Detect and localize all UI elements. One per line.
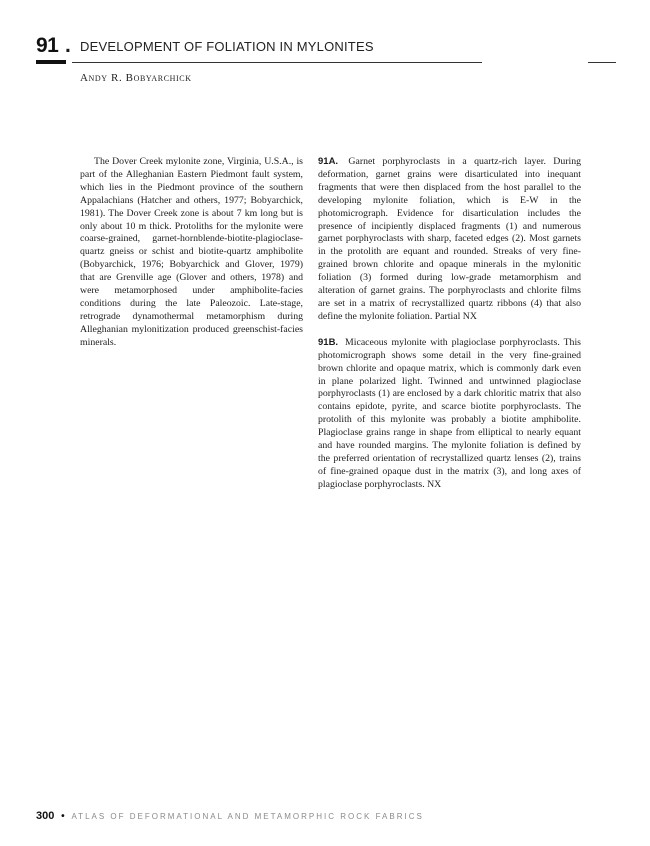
- chapter-title: DEVELOPMENT OF FOLIATION IN MYLONITES: [80, 39, 374, 54]
- header-rule: [72, 62, 482, 63]
- figure-caption-91b-text: Micaceous mylonite with plagioclase porphyroclasts. This photomicrograph shows some detail in the very fine-grained brown chlorite and opaque matrix, which is commonly dark even in plane polarized light. Twinned and untwinned plagioclase porphyroclasts (1) are enclosed by a dark chloritic matrix that also contains epidote, pyrite, and scarce biotite porphyroclasts. The protolith of this mylonite was probably a biotite amphibolite. Plagioclase grains range in shape from elliptical to nearly equant and have rounded margins. The mylonite foliation is defined by the preferred orientation of recrystallized quartz lenses (2), trains of fine-grained opaque dust in the matrix (3), and long axes of plagioclase porphyroclasts. NX: [318, 336, 581, 490]
- header-rule-right: [588, 62, 616, 63]
- page-footer: [36, 810, 424, 822]
- figure-caption-91a: [318, 156, 581, 324]
- intro-column: [80, 156, 303, 350]
- footer-bullet: •: [61, 811, 65, 822]
- figure-caption-91a-text: Garnet porphyroclasts in a quartz-rich layer. During deformation, garnet grains were disarticulated into inequant fragments that were then displaced from the host parallel to the developing mylonite foliation, which is E-W in the photomicrograph. Evidence for disarticulation includes the presence of incipiently displaced fragments (1) and numerous garnet porphyroclasts with sharp, faceted edges (2). Most garnets in the protolith are equant and rounded. Streaks of very fine-grained brown chlorite and opaque minerals in the mylonitic foliation (3) formed during low-grade metamorphism and alteration of garnet grains. The porphyroclasts and chlorite films are set in a matrix of recrystallized quartz ribbons (4) that also define the mylonite foliation. Partial NX: [318, 156, 581, 322]
- chapter-number: 91: [36, 34, 59, 57]
- figure-captions-column: [318, 156, 581, 492]
- intro-paragraph: The Dover Creek mylonite zone, Virginia, U.S.A., is part of the Alleghanian Eastern Piedmont fault system, which lies in the Piedmont province of the southern Appalachians (Hatcher and others, 1977; Bobyarchick, 1981). The Dover Creek zone is about 7 km long but is only about 10 m thick. Protoliths for the mylonite were coarse-grained, garnet-hornblende-biotite-plagioclase-quartz gneiss or schist and biotite-quartz amphibolite (Bobyarchick, 1976; Bobyarchick and Glover, 1979) that are Grenville age (Glover and others, 1978) and were metamorphosed under amphibolite-facies conditions during the late Paleozoic. Late-stage, retrograde dynamothermal metamorphism during Alleghanian mylonitization produced greenschist-facies minerals.: [80, 156, 303, 348]
- figure-label-91b: 91B.: [318, 336, 339, 348]
- figure-caption-91b: [318, 337, 581, 492]
- chapter-number-dot: .: [65, 34, 71, 57]
- author-name: Andy R. Bobyarchick: [80, 72, 192, 84]
- chapter-header: [36, 34, 616, 74]
- header-rule-thick: [36, 60, 66, 64]
- running-title: ATLAS OF DEFORMATIONAL AND METAMORPHIC ROCK FABRICS: [71, 812, 424, 821]
- page-number: 300: [36, 810, 55, 822]
- figure-label-91a: 91A.: [318, 156, 339, 167]
